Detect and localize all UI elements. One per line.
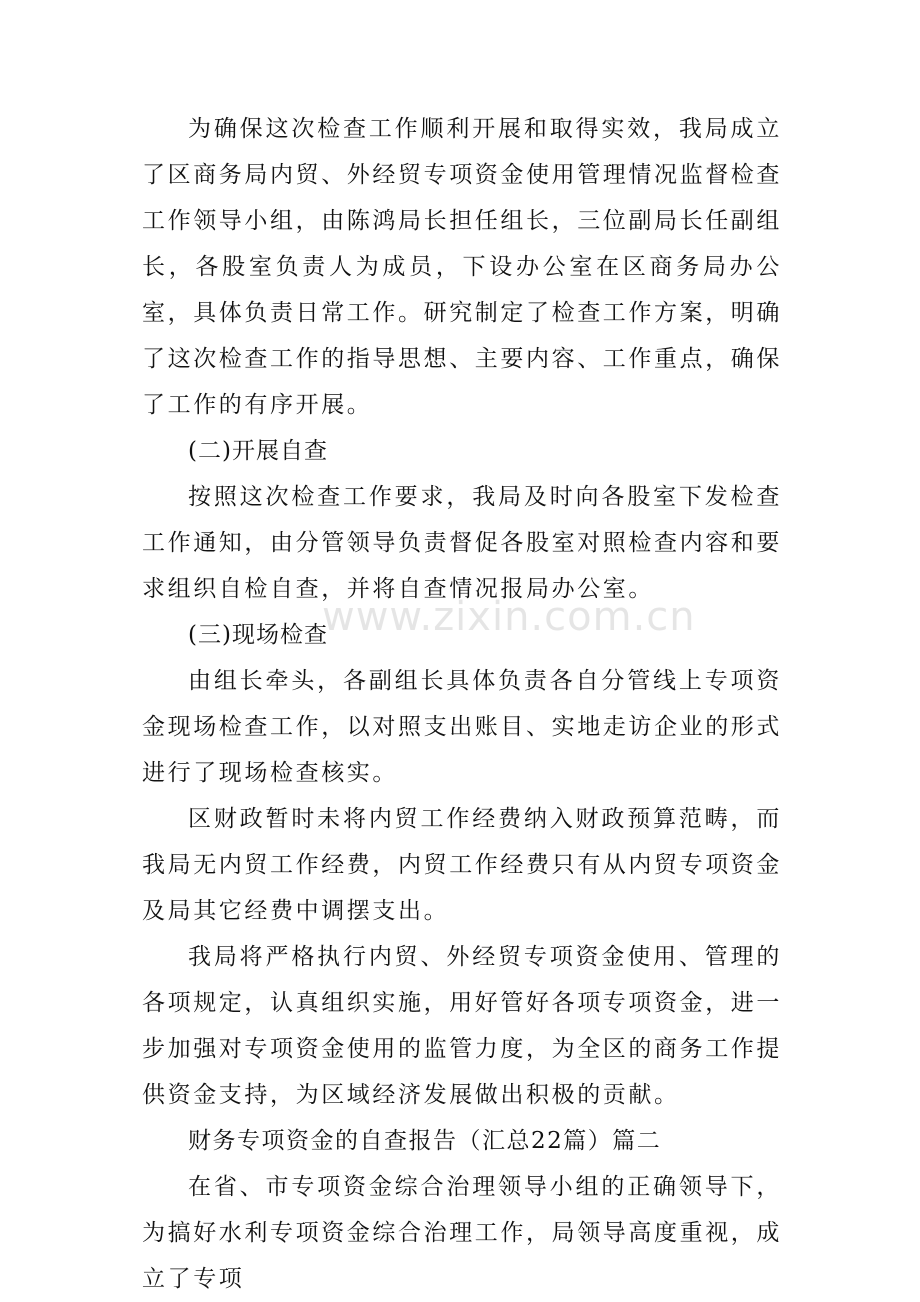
paragraph-part-two-intro: 在省、市专项资金综合治理领导小组的正确领导下，为搞好水利专项资金综合治理工作，局领导高度重视，成立了专项: [142, 1174, 782, 1292]
document-body: [142, 106, 782, 1302]
watermark-text: www.zixin.com.cn: [322, 594, 696, 640]
paragraph-onsite-check: 由组长牵头，各副组长具体负责各自分管线上专项资金现场检查工作，以对照支出账目、实地走访企业的形式进行了现场检查核实。: [142, 668, 782, 786]
paragraph-commitment: 我局将严格执行内贸、外经贸专项资金使用、管理的各项规定，认真组织实施，用好管好各项专项资金，进一步加强对专项资金使用的监管力度，为全区的商务工作提供资金支持，为区域经济发展做出积极的贡献。: [142, 944, 782, 1108]
article-heading-part-two: 财务专项资金的自查报告（汇总22篇）篇二: [188, 1128, 662, 1154]
section-title-self-check: (二)开展自查: [188, 438, 328, 464]
paragraph-leadership-group: 为确保这次检查工作顺利开展和取得实效，我局成立了区商务局内贸、外经贸专项资金使用管理情况监督检查工作领导小组，由陈鸿局长担任组长，三位副局长任副组长，各股室负责人为成员，下设办公室在区商务局办公室，具体负责日常工作。研究制定了检查工作方案，明确了这次检查工作的指导思想、主要内容、工作重点，确保了工作的有序开展。: [142, 116, 782, 418]
section-title-onsite-check: (三)现场检查: [188, 622, 328, 648]
paragraph-self-check: 按照这次检查工作要求，我局及时向各股室下发检查工作通知，由分管领导负责督促各股室对照检查内容和要求组织自检自查，并将自查情况报局办公室。: [142, 484, 782, 602]
paragraph-budget: 区财政暂时未将内贸工作经费纳入财政预算范畴，而我局无内贸工作经费，内贸工作经费只有从内贸专项资金及局其它经费中调摆支出。: [142, 806, 782, 924]
